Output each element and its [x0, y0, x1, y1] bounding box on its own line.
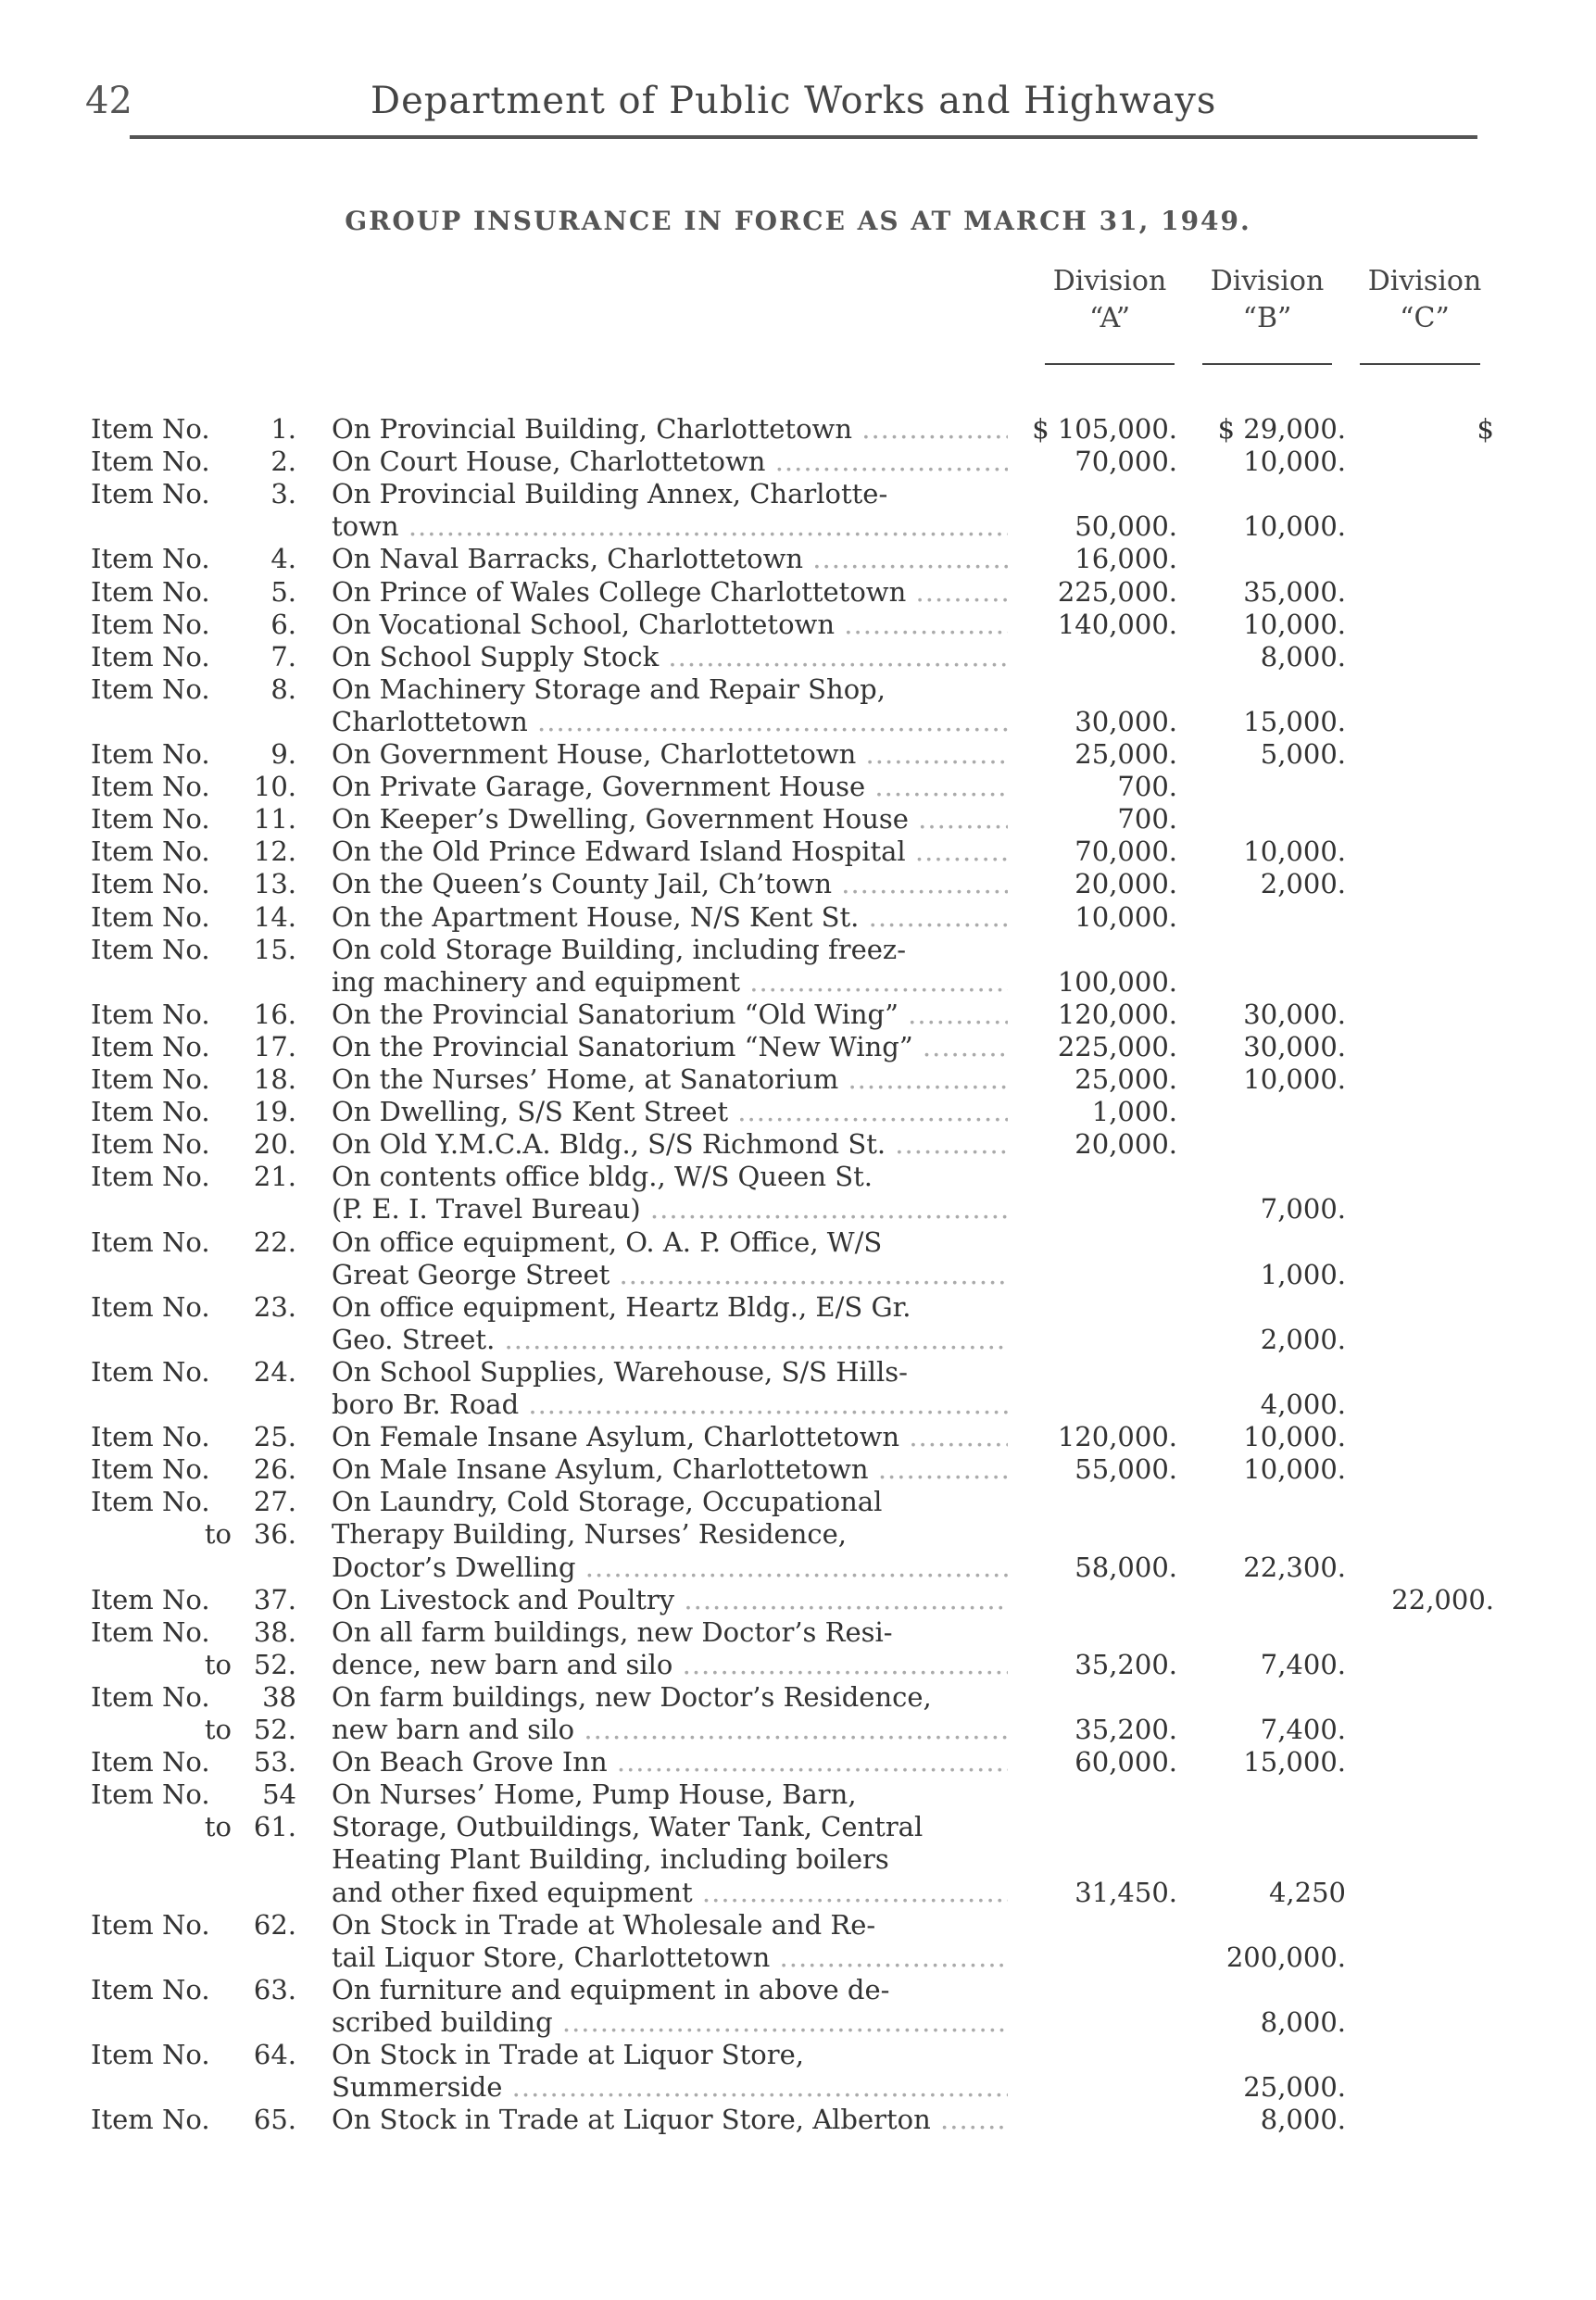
- item-description: On the Nurses’ Home, at Sanatorium .....: [332, 1063, 1008, 1095]
- item-number: 25.: [253, 1421, 296, 1453]
- item-label: Item No.: [91, 1355, 210, 1388]
- item-description: Storage, Outbuildings, Water Tank, Central: [332, 1811, 924, 1843]
- item-label: Item No.: [91, 1063, 210, 1095]
- item-number: 27.: [253, 1486, 296, 1518]
- item-number: 11.: [253, 803, 296, 836]
- column-header-c: [1351, 263, 1499, 337]
- item-label: Item No.: [91, 1421, 210, 1453]
- item-description: On School Supplies, Warehouse, S/S Hills-: [332, 1355, 908, 1388]
- division-a-value: 100,000.: [1057, 965, 1177, 998]
- item-label: Item No.: [91, 1486, 210, 1518]
- item-label: Item No.: [91, 543, 210, 575]
- column-b-label: Division: [1210, 265, 1325, 297]
- item-number: 64.: [253, 2039, 296, 2070]
- division-b-value: 15,000.: [1243, 1746, 1346, 1778]
- division-a-value: 55,000.: [1074, 1453, 1177, 1486]
- item-label: Item No.: [91, 1615, 210, 1648]
- item-label: Item No.: [91, 868, 210, 900]
- item-number: 36.: [253, 1518, 296, 1551]
- item-label: Item No.: [91, 1161, 210, 1193]
- division-a-value: 30,000.: [1074, 705, 1177, 737]
- item-label: Item No.: [91, 771, 210, 803]
- item-label: Item No.: [91, 446, 210, 478]
- item-description: On the Queen’s County Jail, Ch’town .....: [332, 868, 1008, 899]
- item-number: 1.: [270, 413, 296, 445]
- column-c-rule: [1360, 363, 1480, 365]
- division-b-value: 4,000.: [1260, 1389, 1346, 1420]
- item-number: 9.: [270, 738, 296, 770]
- item-description: Great George Street .....: [332, 1259, 1008, 1290]
- item-label: Item No.: [91, 1908, 210, 1941]
- item-label: to: [204, 1648, 232, 1680]
- item-label: Item No.: [91, 803, 210, 836]
- item-description: town .....: [332, 510, 1008, 542]
- item-description: On Court House, Charlottetown .....: [332, 446, 1008, 477]
- division-a-value: 16,000.: [1074, 543, 1177, 575]
- item-description: Heating Plant Building, including boilers: [332, 1843, 889, 1876]
- item-label: to: [204, 1811, 232, 1843]
- item-label: Item No.: [91, 738, 210, 770]
- item-description: new barn and silo .....: [332, 1714, 1008, 1745]
- item-description: Therapy Building, Nurses’ Residence,: [332, 1518, 848, 1551]
- division-a-value: 60,000.: [1074, 1746, 1177, 1778]
- division-a-value: 70,000.: [1074, 446, 1177, 478]
- item-label: Item No.: [91, 1583, 210, 1615]
- item-label: Item No.: [91, 640, 210, 672]
- item-number: 20.: [253, 1128, 296, 1161]
- item-label: Item No.: [91, 478, 210, 510]
- item-number: 21.: [253, 1161, 296, 1193]
- item-description: On all farm buildings, new Doctor’s Resi-: [332, 1615, 893, 1648]
- item-description: On Female Insane Asylum, Charlottetown .....: [332, 1421, 1008, 1452]
- division-b-value: 8,000.: [1260, 640, 1346, 672]
- division-b-value: 8,000.: [1260, 2005, 1346, 2038]
- item-description: On the Apartment House, N/S Kent St. .....: [332, 901, 1008, 933]
- item-number: 52.: [253, 1714, 296, 1745]
- item-number: 23.: [253, 1290, 296, 1323]
- item-number: 53.: [253, 1746, 296, 1778]
- item-description: On Livestock and Poultry .....: [332, 1584, 1008, 1615]
- division-b-value: 10,000.: [1243, 836, 1346, 868]
- item-label: Item No.: [91, 1096, 210, 1128]
- division-a-value: 140,000.: [1057, 608, 1177, 640]
- item-number: 38.: [253, 1615, 296, 1648]
- division-b-value: 7,400.: [1260, 1714, 1346, 1745]
- division-a-value: 35,200.: [1074, 1714, 1177, 1745]
- item-description: On Old Y.M.C.A. Bldg., S/S Richmond St. .....: [332, 1128, 1008, 1160]
- table-title: GROUP INSURANCE IN FORCE AS AT MARCH 31, 1949.: [345, 206, 1251, 236]
- item-description: On Male Insane Asylum, Charlottetown .....: [332, 1453, 1008, 1485]
- item-number: 16.: [253, 998, 296, 1030]
- item-label: Item No.: [91, 900, 210, 933]
- item-label: Item No.: [91, 1030, 210, 1062]
- item-number: 52.: [253, 1648, 296, 1680]
- item-number: 65.: [253, 2104, 296, 2136]
- division-a-value: 35,200.: [1074, 1648, 1177, 1680]
- item-label: Item No.: [91, 1225, 210, 1258]
- header-rule: [130, 135, 1477, 139]
- division-b-value: 10,000.: [1243, 446, 1346, 478]
- division-a-value: 58,000.: [1074, 1551, 1177, 1583]
- item-number: 2.: [270, 446, 296, 478]
- division-a-value: 1,000.: [1091, 1096, 1177, 1128]
- item-description: On Stock in Trade at Liquor Store,: [332, 2039, 804, 2070]
- item-label: to: [204, 1714, 232, 1745]
- item-label: Item No.: [91, 1290, 210, 1323]
- division-b-value: 30,000.: [1243, 1030, 1346, 1062]
- item-description: On Beach Grove Inn .....: [332, 1746, 1008, 1778]
- item-label: Item No.: [91, 575, 210, 608]
- division-a-value: 700.: [1117, 803, 1177, 836]
- item-description: On Provincial Building Annex, Charlotte-: [332, 478, 888, 510]
- item-number: 15.: [253, 933, 296, 965]
- item-number: 4.: [270, 543, 296, 575]
- column-b-rule: [1202, 363, 1332, 365]
- column-c-letter: “C”: [1400, 302, 1450, 334]
- division-b-value: 35,000.: [1243, 575, 1346, 608]
- column-a-label: Division: [1052, 265, 1167, 297]
- division-b-value: 4,250: [1268, 1876, 1346, 1908]
- item-label: Item No.: [91, 608, 210, 640]
- item-description: On Vocational School, Charlottetown .....: [332, 609, 1008, 640]
- item-description: On Laundry, Cold Storage, Occupational: [332, 1486, 883, 1518]
- item-description: On contents office bldg., W/S Queen St.: [332, 1161, 873, 1193]
- item-number: 22.: [253, 1225, 296, 1258]
- item-description: Charlottetown .....: [332, 706, 1008, 737]
- item-number: 38: [262, 1680, 296, 1713]
- item-description: On office equipment, O. A. P. Office, W/S: [332, 1225, 883, 1258]
- division-b-value: 10,000.: [1243, 510, 1346, 543]
- item-number: 62.: [253, 1908, 296, 1941]
- item-number: 12.: [253, 836, 296, 868]
- item-description: On furniture and equipment in above de-: [332, 1973, 890, 2005]
- item-label: Item No.: [91, 1778, 210, 1811]
- column-a-letter: “A”: [1088, 302, 1131, 334]
- page-number: 42: [85, 80, 132, 122]
- item-label: Item No.: [91, 672, 210, 705]
- division-a-value: 225,000.: [1057, 575, 1177, 608]
- item-label: Item No.: [91, 2039, 210, 2070]
- item-number: 10.: [253, 771, 296, 803]
- item-number: 3.: [270, 478, 296, 510]
- item-number: 8.: [270, 672, 296, 705]
- division-b-value: 1,000.: [1260, 1258, 1346, 1290]
- item-description: On Stock in Trade at Wholesale and Re-: [332, 1908, 876, 1941]
- item-description: On farm buildings, new Doctor’s Residence,: [332, 1680, 932, 1713]
- item-description: Geo. Street. .....: [332, 1324, 1008, 1355]
- item-description: On Nurses’ Home, Pump House, Barn,: [332, 1778, 857, 1811]
- division-a-value: 225,000.: [1057, 1030, 1177, 1062]
- item-description: On the Provincial Sanatorium “Old Wing” .....: [332, 999, 1008, 1030]
- item-label: Item No.: [91, 836, 210, 868]
- item-description: On the Provincial Sanatorium “New Wing” .....: [332, 1031, 1008, 1062]
- item-number: 26.: [253, 1453, 296, 1486]
- division-b-value: $ 29,000.: [1217, 413, 1346, 445]
- item-number: 63.: [253, 1973, 296, 2005]
- item-label: Item No.: [91, 1973, 210, 2005]
- item-label: Item No.: [91, 1128, 210, 1161]
- item-description: Doctor’s Dwelling .....: [332, 1552, 1008, 1583]
- item-number: 18.: [253, 1063, 296, 1095]
- division-a-value: 25,000.: [1074, 1063, 1177, 1095]
- item-number: 24.: [253, 1355, 296, 1388]
- division-b-value: 22,300.: [1243, 1551, 1346, 1583]
- column-header-b: [1193, 263, 1341, 337]
- item-description: On the Old Prince Edward Island Hospital .....: [332, 836, 1008, 867]
- division-b-value: 10,000.: [1243, 608, 1346, 640]
- item-label: Item No.: [91, 998, 210, 1030]
- column-a-rule: [1045, 363, 1175, 365]
- item-number: 6.: [270, 608, 296, 640]
- item-number: 7.: [270, 640, 296, 672]
- item-description: On office equipment, Heartz Bldg., E/S Gr.: [332, 1290, 911, 1323]
- column-c-label: Division: [1367, 265, 1482, 297]
- item-label: Item No.: [91, 1680, 210, 1713]
- item-description: Summerside .....: [332, 2071, 1008, 2103]
- division-a-value: 20,000.: [1074, 1128, 1177, 1161]
- division-a-value: 700.: [1117, 771, 1177, 803]
- division-b-value: 10,000.: [1243, 1453, 1346, 1486]
- item-description: dence, new barn and silo .....: [332, 1649, 1008, 1680]
- item-number: 14.: [253, 900, 296, 933]
- item-description: boro Br. Road .....: [332, 1389, 1008, 1420]
- division-b-value: 8,000.: [1260, 2104, 1346, 2136]
- item-description: On Provincial Building, Charlottetown .....: [332, 413, 1008, 445]
- item-label: Item No.: [91, 1453, 210, 1486]
- item-description: and other fixed equipment .....: [332, 1877, 1008, 1908]
- division-b-value: 2,000.: [1260, 868, 1346, 900]
- running-title: Department of Public Works and Highways: [371, 80, 1217, 122]
- item-label: Item No.: [91, 933, 210, 965]
- division-a-value: 25,000.: [1074, 738, 1177, 770]
- item-number: 5.: [270, 575, 296, 608]
- item-label: Item No.: [91, 2104, 210, 2136]
- item-description: tail Liquor Store, Charlottetown .....: [332, 1942, 1008, 1973]
- division-b-value: 5,000.: [1260, 738, 1346, 770]
- division-c-value: $: [1477, 413, 1494, 445]
- item-description: ing machinery and equipment .....: [332, 966, 1008, 998]
- division-a-value: 120,000.: [1057, 998, 1177, 1030]
- page-header: [85, 80, 1479, 135]
- division-a-value: 31,450.: [1074, 1876, 1177, 1908]
- division-a-value: 20,000.: [1074, 868, 1177, 900]
- item-description: scribed building .....: [332, 2006, 1008, 2038]
- item-description: On Naval Barracks, Charlottetown .....: [332, 543, 1008, 574]
- item-label: Item No.: [91, 1746, 210, 1778]
- division-a-value: 50,000.: [1074, 510, 1177, 543]
- item-number: 19.: [253, 1096, 296, 1128]
- item-description: On Dwelling, S/S Kent Street .....: [332, 1096, 1008, 1127]
- item-description: On Prince of Wales College Charlottetown .....: [332, 576, 1008, 608]
- item-number: 13.: [253, 868, 296, 900]
- item-number: 54: [262, 1778, 296, 1811]
- column-b-letter: “B”: [1242, 302, 1292, 334]
- item-description: (P. E. I. Travel Bureau) .....: [332, 1193, 1008, 1225]
- division-b-value: 200,000.: [1225, 1941, 1346, 1973]
- division-b-value: 7,400.: [1260, 1648, 1346, 1680]
- item-description: On Private Garage, Government House .....: [332, 771, 1008, 802]
- division-b-value: 10,000.: [1243, 1421, 1346, 1453]
- item-description: On cold Storage Building, including freez-: [332, 933, 907, 965]
- item-description: On Keeper’s Dwelling, Government House .....: [332, 803, 1008, 835]
- division-b-value: 25,000.: [1243, 2071, 1346, 2104]
- division-a-value: $ 105,000.: [1032, 413, 1177, 445]
- division-b-value: 15,000.: [1243, 705, 1346, 737]
- item-number: 37.: [253, 1583, 296, 1615]
- division-a-value: 70,000.: [1074, 836, 1177, 868]
- division-c-value: 22,000.: [1391, 1583, 1494, 1615]
- division-b-value: 10,000.: [1243, 1063, 1346, 1095]
- division-b-value: 30,000.: [1243, 998, 1346, 1030]
- item-description: On School Supply Stock .....: [332, 641, 1008, 672]
- item-description: On Government House, Charlottetown .....: [332, 738, 1008, 770]
- item-number: 17.: [253, 1030, 296, 1062]
- item-label: to: [204, 1518, 232, 1551]
- division-b-value: 7,000.: [1260, 1193, 1346, 1225]
- item-description: On Stock in Trade at Liquor Store, Alberton .....: [332, 2104, 1008, 2135]
- division-a-value: 10,000.: [1074, 900, 1177, 933]
- division-b-value: 2,000.: [1260, 1323, 1346, 1355]
- column-header-a: [1036, 263, 1184, 337]
- division-a-value: 120,000.: [1057, 1421, 1177, 1453]
- item-label: Item No.: [91, 413, 210, 445]
- item-description: On Machinery Storage and Repair Shop,: [332, 672, 886, 705]
- item-number: 61.: [253, 1811, 296, 1843]
